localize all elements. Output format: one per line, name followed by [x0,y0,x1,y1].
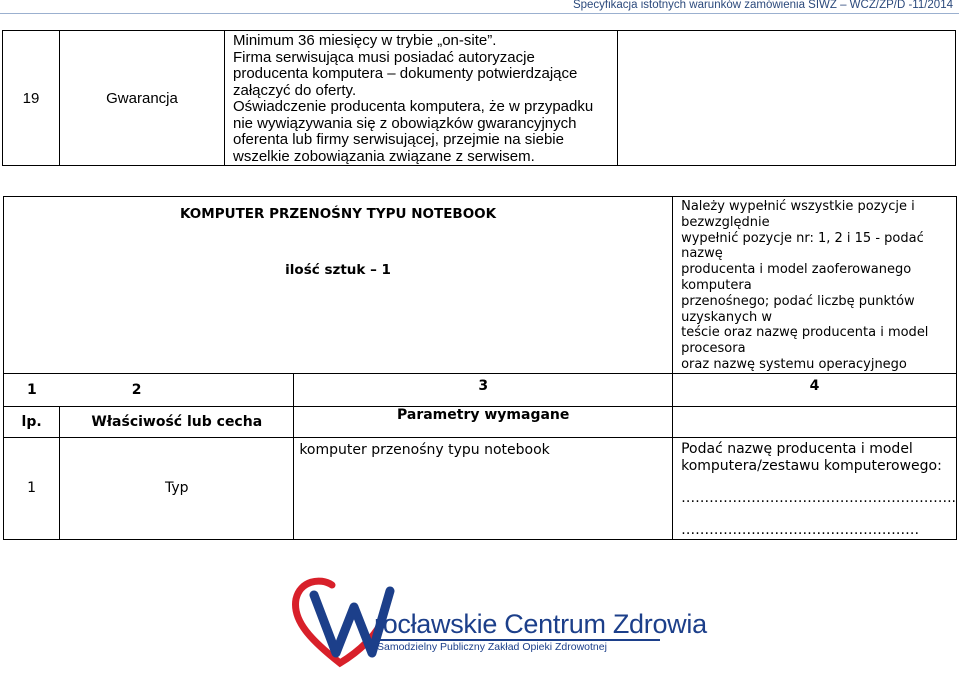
text-line: Minimum 36 miesięcy w trybie „on-site”. [233,32,497,49]
instruction-line: oraz nazwę systemu operacyjnego [681,356,907,372]
page-header [0,0,959,12]
text-line: załączyć do oferty. [233,81,357,99]
table-title-cell [4,197,673,374]
row-name: Gwarancja [60,31,225,166]
col-number-3: 3 [294,373,673,406]
text-line: Firma serwisująca musi posiadać autoryzacje [233,48,535,66]
instruction-line: Należy wypełnić wszystkie pozycje i bezwzględnie [681,199,915,230]
offer-fill-line[interactable]: …………………………………………… [681,521,920,538]
offer-instruction-line: Podać nazwę producenta i model [681,440,913,457]
notebook-spec-table [3,196,957,540]
text-line: Oświadczenie producenta komputera, że w przypadku [233,98,594,115]
instruction-line: teście oraz nazwę producenta i model procesora [681,325,929,357]
column-number-row [4,373,957,406]
instruction-line: wypełnić pozycje nr: 1, 2 i 15 - podać nazwę [681,230,924,262]
header-params: Parametry wymagane [294,406,673,437]
warranty-requirements [225,31,618,166]
col-number-1: 1 [4,373,60,406]
instructions-cell [673,197,957,374]
offer-instruction-line: komputera/zestawu komputerowego: [681,457,942,474]
header-property: Właściwość lub cecha [60,406,294,437]
text-line: producenta komputera – dokumenty potwierdzające [233,65,578,82]
instruction-line: producenta i model zaoferowanego komputera [681,262,912,293]
col-number-4: 4 [673,373,957,406]
offer-fill-line[interactable]: ………………………………………………….. [681,489,956,506]
text-line: wszelkie zobowiązania związane z serwisem. [233,147,535,165]
table-title-row [4,197,957,374]
col-number-2: 2 [60,373,294,406]
logo-name: rocławskie Centrum Zdrowia [374,609,707,639]
row-params-text: komputer przenośny typu notebook [299,441,550,458]
document-header-title: Specyfikacja istotnych warunków zamówienia SIWZ – WCZ/ZP/D -11/2014 [572,0,953,11]
row-params [294,437,673,539]
header-divider [0,13,959,14]
table-title: KOMPUTER PRZENOŚNY TYPU NOTEBOOK [179,206,497,222]
row-number: 19 [3,31,60,166]
warranty-table [2,30,956,166]
header-offer [673,406,957,437]
column-header-row [4,406,957,437]
header-lp: lp. [4,406,60,437]
row-property: Typ [60,437,294,539]
table-row [3,31,956,166]
row-offer[interactable] [673,437,957,539]
instruction-line: przenośnego; podać liczbę punktów uzyskanych w [681,293,915,325]
quantity-label: ilość sztuk – 1 [285,262,391,278]
offer-cell-empty[interactable] [618,31,956,166]
text-line: nie wywiązywania się z obowiązków gwarancyjnych [233,114,577,132]
row-lp: 1 [4,437,60,539]
text-line: oferenta lub firmy serwisującej, przejmie na siebie [233,131,564,148]
table-row [4,437,957,539]
logo-subtitle: Samodzielny Publiczny Zakład Opieki Zdrowotnej [377,641,607,653]
